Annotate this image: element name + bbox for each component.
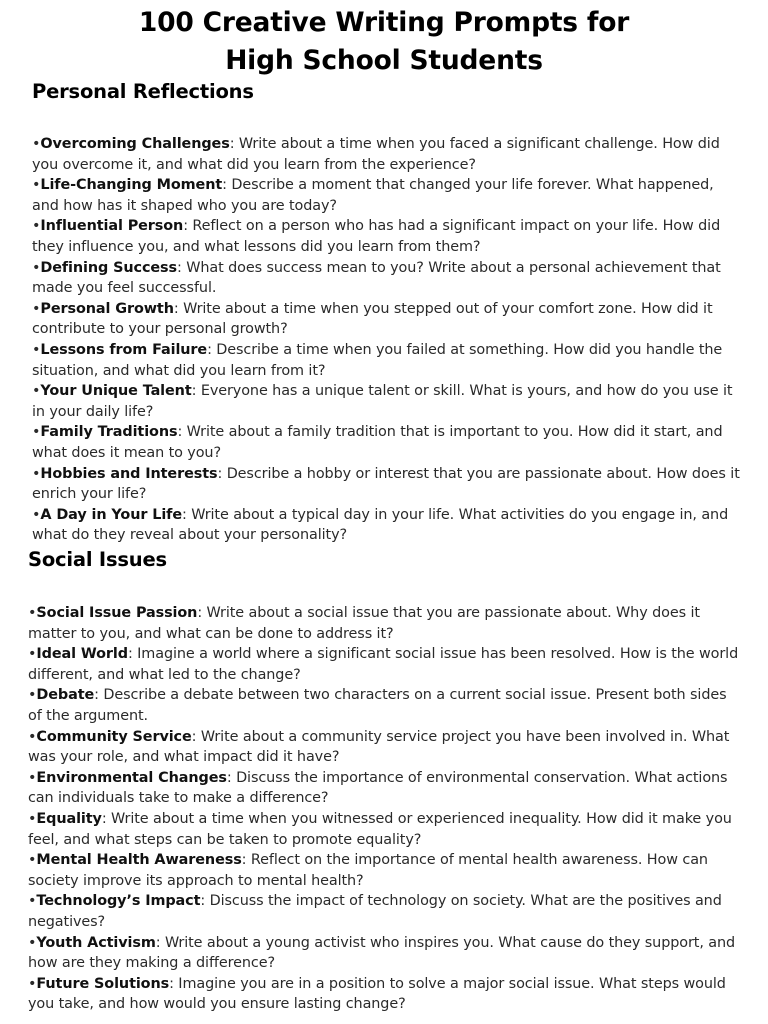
bullet: • <box>32 300 41 317</box>
prompt-text: : Discuss the importance of environmental conservation. What actions can individuals take to make a difference? <box>28 769 728 807</box>
prompt-text: : Reflect on the importance of mental health awareness. How can society improve its approach to mental health? <box>28 852 708 889</box>
prompt-term: Equality <box>36 810 102 827</box>
prompt-text: : Write about a typical day in your life. What activities do you engage in, and what do they reveal about your personality? <box>32 506 729 544</box>
bullet: • <box>32 259 41 276</box>
prompt-term: Youth Activism <box>36 934 156 951</box>
prompt-term: Personal Growth <box>40 300 174 317</box>
prompt-term: Influential Person <box>40 218 184 235</box>
prompt-term: Life-Changing Moment <box>40 177 223 194</box>
list-item <box>28 644 744 685</box>
title-line-1: 100 Creative Writing Prompts for <box>138 7 630 38</box>
prompt-term: Technology’s Impact <box>36 893 201 910</box>
list-item <box>32 340 744 381</box>
bullet: • <box>32 177 41 194</box>
prompt-term: Lessons from Failure <box>40 341 208 358</box>
prompt-text: : Everyone has a unique talent or skill. What is yours, and how do you use it in your daily life? <box>32 383 733 420</box>
prompt-term: A Day in Your Life <box>40 506 182 523</box>
bullet: • <box>32 383 41 400</box>
prompt-list-personal-reflections <box>32 134 744 546</box>
bullet: • <box>32 506 41 523</box>
list-item <box>28 685 744 726</box>
prompt-text: : Reflect on a person who has had a significant impact on your life. How did they influence you, and what lessons did you learn from them? <box>32 218 721 255</box>
prompt-text: : Write about a time when you witnessed or experienced inequality. How did it make you feel, and what steps can be taken to promote equality? <box>28 810 732 848</box>
list-item <box>28 850 744 891</box>
list-item <box>28 727 744 768</box>
bullet: • <box>28 852 37 869</box>
list-item <box>32 134 744 175</box>
list-item <box>28 603 744 644</box>
prompt-term: Ideal World <box>36 646 128 663</box>
prompt-text: : Imagine you are in a position to solve a major social issue. What steps would you take, and how would you ensure lasting change? <box>28 975 726 1013</box>
list-item <box>32 422 744 463</box>
prompt-term: Family Traditions <box>40 424 178 441</box>
bullet: • <box>28 810 37 827</box>
prompt-term: Hobbies and Interests <box>40 465 218 482</box>
bullet: • <box>32 136 41 152</box>
list-item <box>32 258 744 299</box>
prompt-term: Mental Health Awareness <box>36 852 242 869</box>
bullet: • <box>28 769 37 786</box>
prompt-text: : Write about a family tradition that is important to you. How did it start, and what does it mean to you? <box>32 424 723 461</box>
prompt-text: : Write about a time when you stepped out of your comfort zone. How did it contribute to your personal growth? <box>32 300 713 338</box>
list-item <box>28 891 744 932</box>
bullet: • <box>28 975 37 992</box>
prompt-term: Debate <box>36 687 95 704</box>
prompt-text: : Describe a debate between two characters on a current social issue. Present both sides of the argument. <box>28 687 727 724</box>
bullet: • <box>28 605 37 621</box>
prompt-term: Future Solutions <box>36 975 170 992</box>
bullet: • <box>32 424 41 441</box>
prompt-text: : Discuss the impact of technology on society. What are the positives and negatives? <box>28 893 722 930</box>
prompt-text: : Write about a young activist who inspires you. What cause do they support, and how are they making a difference? <box>28 934 736 972</box>
list-item <box>32 464 744 505</box>
prompt-term: Your Unique Talent <box>40 383 192 400</box>
prompt-text: : What does success mean to you? Write about a personal achievement that made you feel successful. <box>32 259 721 297</box>
list-item <box>28 809 744 850</box>
bullet: • <box>28 934 37 951</box>
list-item <box>32 505 744 546</box>
prompt-term: Community Service <box>36 728 192 745</box>
prompt-text: : Describe a hobby or interest that you are passionate about. How does it enrich your life? <box>32 465 740 503</box>
prompt-list-social-issues <box>28 603 744 1015</box>
prompt-text: : Describe a time when you failed at something. How did you handle the situation, and what did you learn from it? <box>32 341 723 379</box>
prompt-text: : Write about a community service project you have been involved in. What was your role, and what impact did it have? <box>28 728 730 766</box>
bullet: • <box>28 728 37 745</box>
prompt-term: Social Issue Passion <box>36 605 198 621</box>
bullet: • <box>28 646 37 663</box>
prompt-text: : Write about a social issue that you are passionate about. Why does it matter to you, and what can be done to address it? <box>28 605 700 642</box>
list-item <box>28 974 744 1015</box>
prompt-term: Defining Success <box>40 259 177 276</box>
list-item <box>32 299 744 340</box>
bullet: • <box>32 341 41 358</box>
bullet: • <box>28 893 37 910</box>
bullet: • <box>32 465 41 482</box>
title-line-2: High School Students <box>225 45 543 76</box>
prompt-text: : Imagine a world where a significant social issue has been resolved. How is the world different, and what led to the change? <box>28 646 739 683</box>
prompt-text: : Describe a moment that changed your life forever. What happened, and how has it shaped who you are today? <box>32 177 714 214</box>
list-item <box>28 768 744 809</box>
list-item <box>28 933 744 974</box>
list-item <box>32 175 744 216</box>
prompt-term: Environmental Changes <box>36 769 227 786</box>
list-item <box>32 216 744 257</box>
section-heading-personal-reflections: Personal Reflections <box>32 80 254 103</box>
document-title <box>0 4 768 80</box>
prompt-term: Overcoming Challenges <box>40 136 230 152</box>
list-item <box>32 381 744 422</box>
prompt-text: : Write about a time when you faced a significant challenge. How did you overcome it, and what did you learn from the experience? <box>32 136 720 173</box>
section-heading-social-issues: Social Issues <box>28 548 167 571</box>
bullet: • <box>32 218 41 235</box>
bullet: • <box>28 687 37 704</box>
